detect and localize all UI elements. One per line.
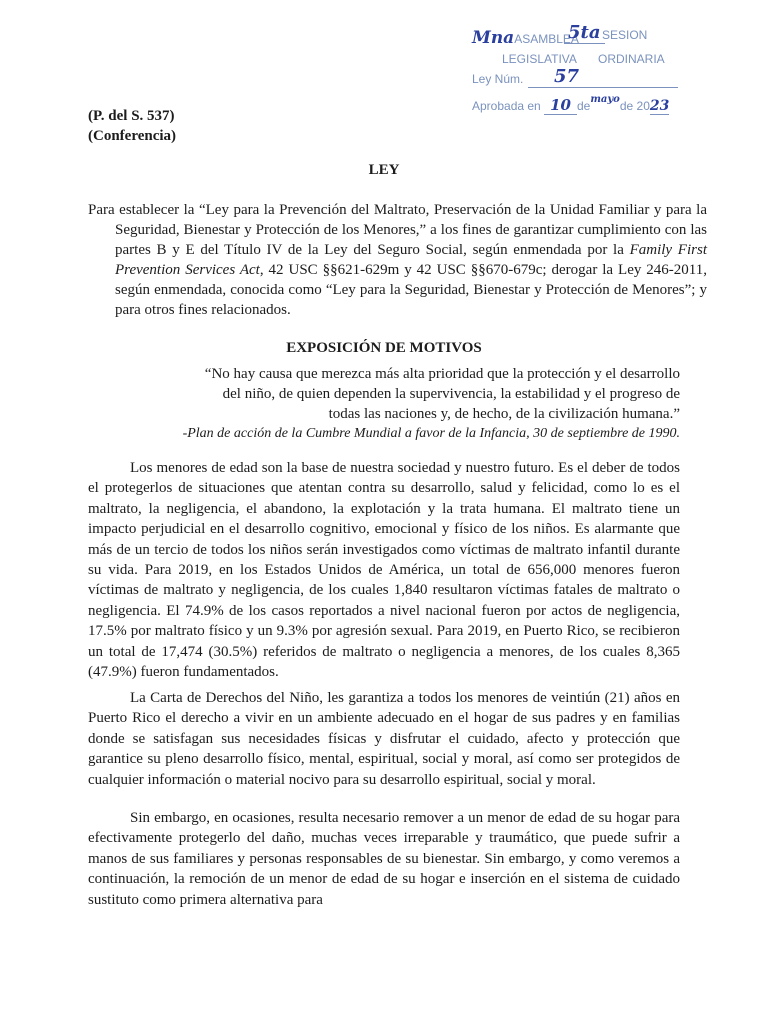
quote-line: “No hay causa que merezca más alta prioridad que la protección y el desarrollo	[204, 366, 680, 382]
stamp-row-ley-num	[472, 66, 580, 87]
purpose-text-2: , 42 USC §§621-629m y 42 USC §§670-679c; derogar la Ley 246-2011, según enmendada, conocida como “Ley para la Seguridad, Bienestar y Protección de Menores”; y para otros fines relacionados.	[115, 262, 707, 318]
stamp-legislativa-label: LEGISLATIVA	[502, 52, 577, 66]
stamp-sesion-label: SESION	[602, 28, 648, 42]
stamp-aprobada-label: Aprobada en	[472, 99, 541, 113]
stamp-de2: de 20	[619, 99, 650, 113]
stamp-row-aprobada	[472, 96, 669, 114]
stamp-initials: Mna	[472, 28, 515, 48]
section-heading: EXPOSICIÓN DE MOTIVOS	[286, 340, 482, 356]
epigraph-quote	[140, 364, 680, 424]
stamp-ley-num-label: Ley Núm.	[472, 72, 524, 86]
quote-attribution: -Plan de acción de la Cumbre Mundial a favor de la Infancia, 30 de septiembre de 1990.	[182, 426, 680, 441]
stamp-ley-num-value: 57	[528, 66, 678, 88]
stamp-row-legislativa	[502, 52, 665, 66]
stamp-aprobada-year: 23	[649, 98, 670, 114]
purpose-text-1: Para establecer la “Ley para la Prevención del Maltrato, Preservación de la Unidad Familiar y para la Seguridad, Bienestar y Protección de los Menores,” a los fines de garantizar cumplimiento con las partes B y E del Título IV de la Ley del Seguro Social, según enmendada por la	[88, 202, 707, 258]
body-paragraph-3: Sin embargo, en ocasiones, resulta necesario remover a un menor de edad de su hogar para efectivamente protegerlo del daño, muchas veces irreparable y traumático, que puede sufrir a manos de sus familiares y personas responsables de su bienestar. Sin embargo, y como veremos a continuación, la remoción de un menor de edad de su hogar e inserción en el sistema de cuidado sustituto como primera alternativa para	[88, 810, 680, 908]
stamp-de1: de	[576, 99, 591, 113]
stamp-row-asamblea	[472, 22, 648, 48]
body-paragraph-2: La Carta de Derechos del Niño, les garantiza a todos los menores de veintiún (21) años en Puerto Rico el derecho a vivir en un ambiente adecuado en el hogar de sus padres y en familias donde se satisfagan sus necesidades físicas y disfrutar el cuidado, afecto y protección que garantice su pleno desarrollo físico, mental, espiritual, social y moral, así como ser protegidos de cualquier información o material nocivo para su desarrollo espiritual, social y moral.	[88, 690, 680, 788]
stamp-ordinaria-label: ORDINARIA	[598, 52, 665, 66]
purpose-act-name: Family First Prevention Services Act	[115, 242, 707, 278]
bill-reference	[88, 106, 176, 146]
approval-stamp	[472, 22, 712, 112]
purpose-paragraph	[88, 200, 707, 320]
quote-line: todas las naciones y, de hecho, de la civilización humana.”	[328, 406, 680, 422]
stamp-aprobada-day: 10	[544, 96, 577, 115]
bill-number: (P. del S. 537)	[88, 108, 175, 124]
body-paragraph-1: Los menores de edad son la base de nuestra sociedad y nuestro futuro. Es el deber de todos el protegerlos de situaciones que atentan contra su desarrollo, salud y felicidad, como lo es el maltrato, la negligencia, el abandono, la explotación y la trata humana. El maltrato tiene un impacto perjudicial en el desarrollo cognitivo, emocional y físico de los niños. Es alarmante que más de un tercio de todos los niños serán investigados como víctimas de maltrato infantil durante su vida. Para 2019, en los Estados Unidos de América, un total de 656,000 menores fueron víctimas de maltrato y negligencia, de los cuales 1,840 resultaron víctimas fatales de maltrato o negligencia. El 74.9% de los casos reportados a nivel nacional fueron por actos de negligencia, 17.5% por maltrato físico y un 9.3% por agresión sexual. Para 2019, en Puerto Rico, se recibieron un total de 17,474 (30.5%) referidos de maltrato o negligencia a menores, de los cuales 8,365 (47.9%) fueron fundamentados.	[88, 460, 680, 681]
document-title: LEY	[368, 162, 400, 178]
quote-line: del niño, de quien dependen la supervivencia, la estabilidad y el progreso de	[222, 386, 680, 402]
stamp-asamblea-label: ASAMBLEA	[514, 32, 579, 46]
stamp-asamblea-number: 5ta	[564, 22, 605, 44]
stamp-aprobada-month: mayo	[590, 94, 620, 105]
bill-type: (Conferencia)	[88, 128, 177, 144]
